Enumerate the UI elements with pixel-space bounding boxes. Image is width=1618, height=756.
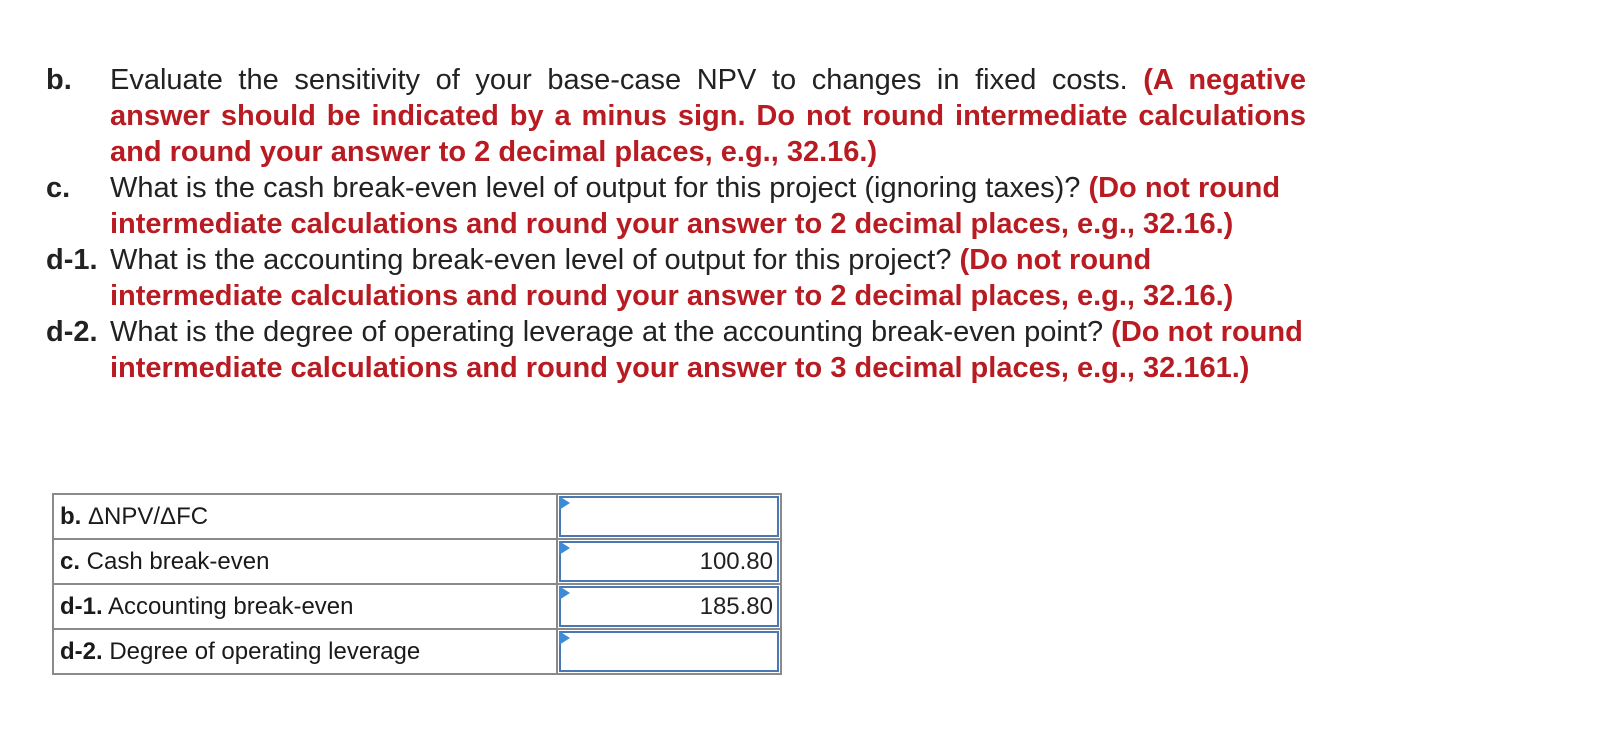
question-text: Evaluate the sensitivity of your base-case NPV to changes in fixed costs. — [110, 64, 1144, 96]
question-instructions: (Do not round intermediate calculations and round your answer to 3 decimal places, e.g., 32.161.) — [110, 316, 1303, 384]
question-b — [46, 62, 1306, 170]
question-d2 — [46, 314, 1306, 386]
answer-label-cell — [53, 494, 557, 539]
question-label: d-1. — [46, 244, 98, 276]
question-body — [110, 314, 1306, 386]
cell-flag-icon — [559, 541, 570, 555]
cell-flag-icon — [559, 496, 570, 510]
question-body — [110, 242, 1306, 314]
cash-break-even-input[interactable]: 100.80 — [559, 541, 779, 582]
answer-prefix: d-1. — [60, 592, 103, 620]
question-body — [110, 170, 1306, 242]
answer-prefix: d-2. — [60, 637, 103, 665]
answer-label: Accounting break-even — [102, 592, 354, 620]
accounting-break-even-input[interactable]: 185.80 — [559, 586, 779, 627]
answer-label-cell — [53, 629, 557, 674]
question-instructions: (A negative answer should be indicated by a minus sign. Do not round intermediate calculations and round your answer to 2 decimal places, e.g., 32.16.) — [110, 64, 1306, 168]
npv-sensitivity-input[interactable] — [559, 496, 779, 537]
answer-label: Cash break-even — [80, 547, 270, 575]
answer-input-cell — [557, 494, 781, 539]
table-row — [53, 494, 781, 539]
answer-label-cell — [53, 584, 557, 629]
cell-flag-icon — [559, 631, 570, 645]
answer-prefix: b. — [60, 502, 82, 530]
question-text: What is the degree of operating leverage at the accounting break-even point? — [110, 316, 1112, 348]
answer-input-cell — [557, 629, 781, 674]
question-instructions: (Do not round intermediate calculations and round your answer to 2 decimal places, e.g., 32.16.) — [110, 172, 1281, 240]
answer-label: ΔNPV/ΔFC — [81, 502, 209, 530]
answer-input-cell — [557, 539, 781, 584]
table-row — [53, 539, 781, 584]
question-body — [110, 62, 1306, 170]
operating-leverage-input[interactable] — [559, 631, 779, 672]
table-row — [53, 584, 781, 629]
answer-input-cell — [557, 584, 781, 629]
question-instructions: (Do not round intermediate calculations and round your answer to 2 decimal places, e.g., 32.16.) — [110, 244, 1234, 312]
cell-flag-icon — [559, 586, 570, 600]
table-row — [53, 629, 781, 674]
question-list — [46, 62, 1306, 386]
question-d1 — [46, 242, 1306, 314]
question-label: d-2. — [46, 316, 98, 348]
question-text: What is the cash break-even level of output for this project (ignoring taxes)? — [110, 172, 1089, 204]
answer-prefix: c. — [60, 547, 81, 575]
question-text: What is the accounting break-even level of output for this project? — [110, 244, 960, 276]
question-label: c. — [46, 172, 71, 204]
question-label: b. — [46, 64, 72, 96]
answer-table — [52, 493, 782, 675]
answer-label-cell — [53, 539, 557, 584]
question-c — [46, 170, 1306, 242]
answer-label: Degree of operating leverage — [102, 637, 421, 665]
